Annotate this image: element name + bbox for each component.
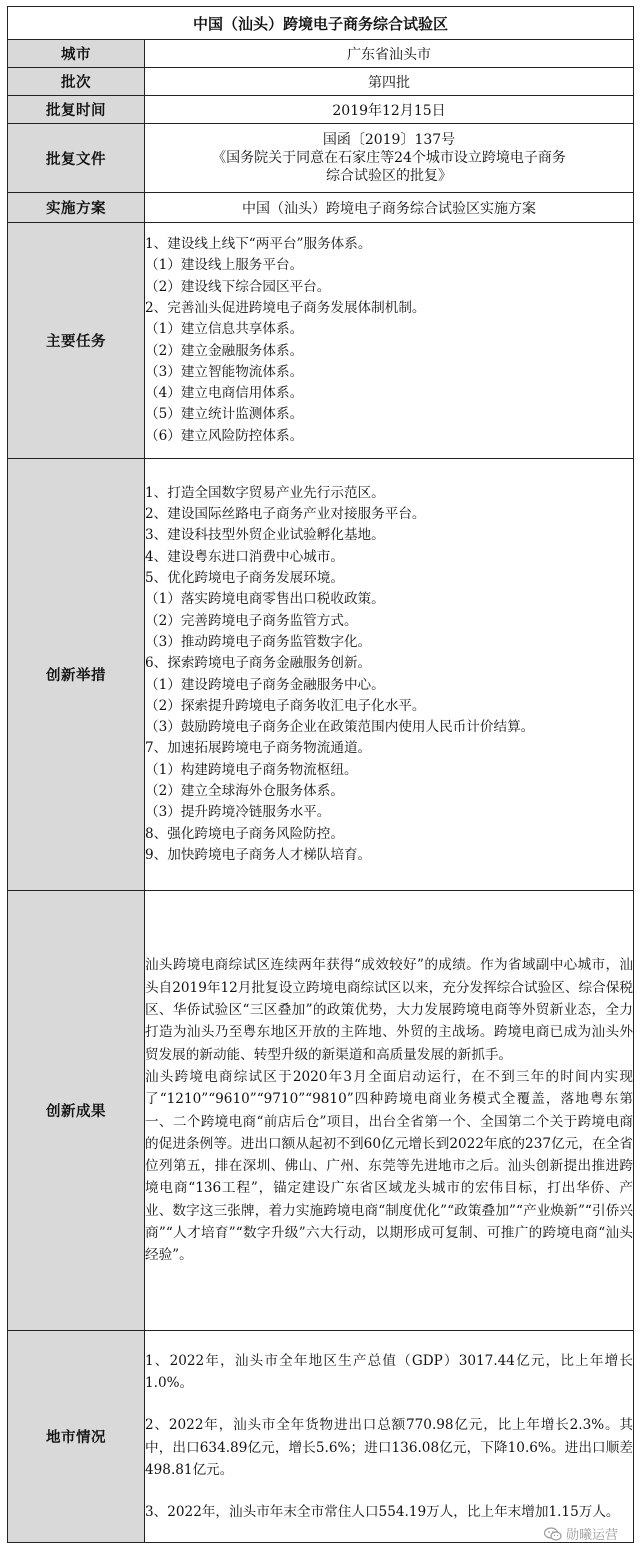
row-city: [8, 40, 634, 68]
list-item: 3、建设科技型外贸企业试验孵化基地。: [145, 527, 385, 544]
row-approval-doc: [8, 124, 634, 193]
value-approval-doc: [145, 124, 634, 193]
list-item: （3）鼓励跨境电子商务企业在政策范围内使用人民币计价结算。: [145, 719, 535, 736]
local-paragraph: 1、2022年，汕头市全年地区生产总值（GDP）3017.44亿元，比上年增长1.0%。: [145, 1352, 634, 1391]
row-main-tasks: [8, 223, 634, 459]
innovation-results-text: [145, 891, 634, 1331]
list-item: （5）建立统计监测体系。: [145, 406, 304, 423]
list-item: 2、完善汕头促进跨境电子商务发展体制机制。: [145, 299, 426, 316]
list-item: 1、打造全国数字贸易产业先行示范区。: [145, 484, 385, 501]
row-approval-time: [8, 96, 634, 124]
watermark-text: 勋曦运营: [565, 1528, 618, 1543]
list-item: （3）建立智能物流体系。: [145, 363, 304, 380]
label-plan: 实施方案: [8, 193, 145, 223]
list-item: （4）建立电商信用体系。: [145, 385, 304, 402]
list-item: （2）完善跨境电子商务监管方式。: [145, 612, 358, 629]
label-batch: 批次: [8, 68, 145, 96]
list-item: 8、强化跨境电子商务风险防控。: [145, 825, 344, 842]
list-item: （2）建立金融服务体系。: [145, 342, 304, 359]
results-paragraph: 汕头跨境电商综试区连续两年获得“成效较好”的成绩。作为省域副中心城市，汕头自2019年12月批复设立跨境电商综试区以来，充分发挥综合试验区、综合保税区、华侨试验区“三区叠加”的政策优势，大力发展跨境电商等外贸新业态，全力打造为汕头乃至粤东地区开放的主阵地、外贸的主战场。跨境电商已成为汕头外贸发展的新动能、转型升级的新渠道和高质量发展的新抓手。: [145, 957, 634, 1063]
label-city: 城市: [8, 40, 145, 68]
wechat-icon: [544, 1527, 562, 1541]
label-approval-time: 批复时间: [8, 96, 145, 124]
table-title: 中国（汕头）跨境电子商务综合试验区: [8, 7, 634, 40]
list-item: （6）建立风险防控体系。: [145, 427, 304, 444]
innovation-measures-list: [145, 459, 634, 891]
row-local-situation: [8, 1331, 634, 1543]
list-item: （3）提升跨境冷链服务水平。: [145, 804, 331, 821]
list-item: 9、加快跨境电子商务人才梯队培育。: [145, 846, 372, 863]
label-main-tasks: 主要任务: [8, 223, 145, 459]
info-table: [7, 6, 634, 1543]
label-innovation-measures: 创新举措: [8, 459, 145, 891]
local-paragraph: 3、2022年，汕头市年末全市常住人口554.19万人，比上年末增加1.15万人。: [145, 1504, 620, 1521]
list-item: （1）落实跨境电商零售出口税收政策。: [145, 591, 385, 608]
row-plan: [8, 193, 634, 223]
approval-doc-title-line-2: 综合试验区的批复》: [326, 168, 452, 184]
list-item: 2、建设国际丝路电子商务产业对接服务平台。: [145, 506, 426, 523]
value-approval-time: 2019年12月15日: [145, 96, 634, 124]
local-situation-text: [145, 1331, 634, 1543]
list-item: （1）构建跨境电子商务物流枢纽。: [145, 761, 358, 778]
list-item: （1）建立信息共享体系。: [145, 321, 304, 338]
main-tasks-list: [145, 223, 634, 459]
label-local-situation: 地市情况: [8, 1331, 145, 1543]
list-item: （1）建设线上服务平台。: [145, 257, 304, 274]
results-paragraph: 汕头跨境电商综试区于2020年3月全面启动运行，在不到三年的时间内实现了“1210”“9610”“9710”“9810”四种跨境电商业务模式全覆盖，落地粤东第一、二个跨境电商“前店后仓”项目，出台全省第一个、全国第二个关于跨境电商的促进条例等。进出口额从起初不到60亿元增长到2022年底的237亿元，在全省位列第五，排在深圳、佛山、广州、东莞等先进地市之后。汕头创新提出推进跨境电商“136工程”，锚定建设广东省区域龙头城市的宏伟目标，打出华侨、产业、数字这三张牌，着力实施跨境电商“制度优化”“政策叠加”“产业焕新”“引侨兴商”“人才培育”“数字升级”六大行动，以期形成可复制、可推广的跨境电商“汕头经验”。: [145, 1068, 634, 1264]
list-item: 7、加速拓展跨境电子商务物流通道。: [145, 740, 372, 757]
label-innovation-results: 创新成果: [8, 891, 145, 1331]
list-item: 4、建设粤东进口消费中心城市。: [145, 548, 344, 565]
list-item: 1、建设线上线下“两平台”服务体系。: [145, 236, 372, 253]
list-item: （2）建立全球海外仓服务体系。: [145, 782, 344, 799]
list-item: 6、探索跨境电子商务金融服务创新。: [145, 655, 372, 672]
value-city: 广东省汕头市: [145, 40, 634, 68]
local-paragraph: 2、2022年，汕头市全年货物进出口总额770.98亿元，比上年增长2.3%。其中，出口634.89亿元，增长5.6%；进口136.08亿元，下降10.6%。进出口顺差498.81亿元。: [145, 1417, 634, 1478]
watermark: [544, 1524, 618, 1543]
row-innovation-results: [8, 891, 634, 1331]
value-plan: 中国（汕头）跨境电子商务综合试验区实施方案: [145, 193, 634, 223]
list-item: （2）建设线下综合园区平台。: [145, 278, 331, 295]
list-item: （3）推动跨境电子商务监管数字化。: [145, 633, 372, 650]
row-innovation-measures: [8, 459, 634, 891]
list-item: 5、优化跨境电子商务发展环境。: [145, 570, 344, 587]
approval-doc-number: 国函〔2019〕137号: [322, 132, 456, 148]
list-item: （2）探索提升跨境电子商务收汇电子化水平。: [145, 697, 426, 714]
row-batch: [8, 68, 634, 96]
value-batch: 第四批: [145, 68, 634, 96]
list-item: （1）建设跨境电子商务金融服务中心。: [145, 676, 385, 693]
approval-doc-title-line-1: 《国务院关于同意在石家庄等24个城市设立跨境电子商务: [212, 150, 566, 166]
label-approval-doc: 批复文件: [8, 124, 145, 193]
title-row: [8, 7, 634, 40]
